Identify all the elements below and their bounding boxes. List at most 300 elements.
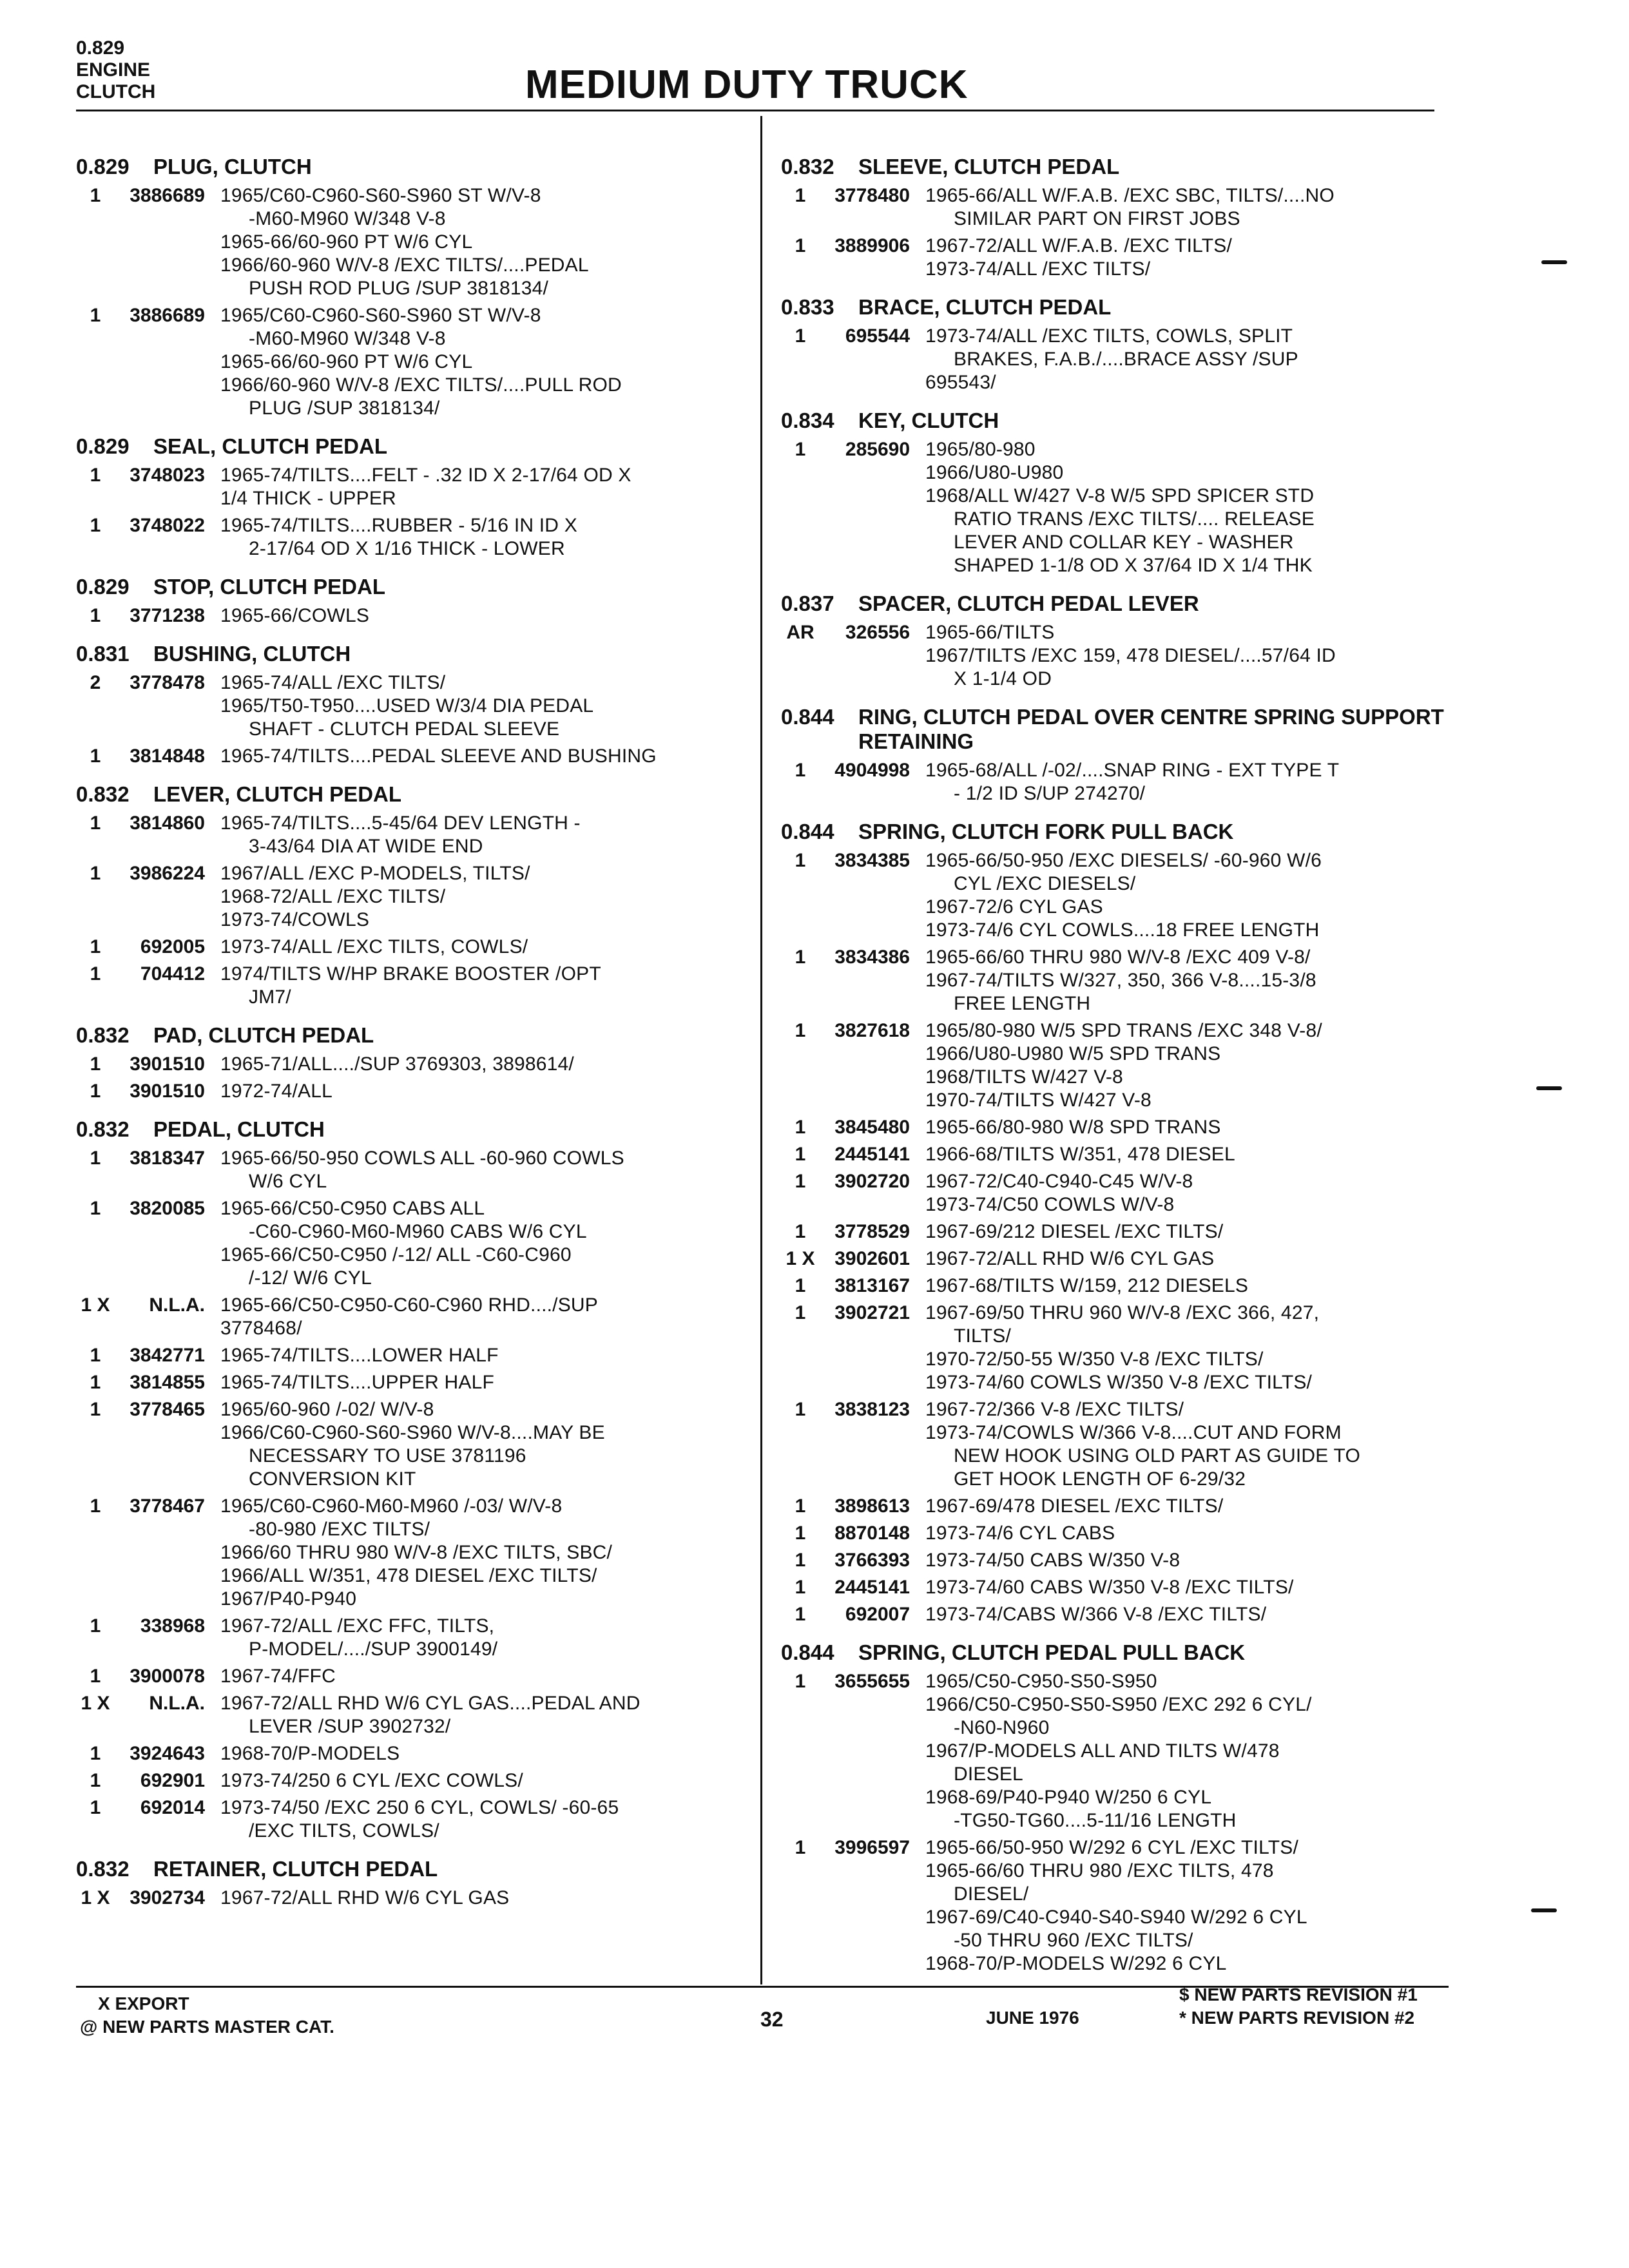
part-entry [781, 184, 1451, 231]
application-description [220, 514, 733, 561]
description-line: 1968/TILTS W/427 V-8 [925, 1066, 1123, 1088]
description-line: 1965-66/60-960 PT W/6 CYL [220, 231, 473, 253]
section-heading [76, 782, 733, 807]
application-description [925, 325, 1451, 394]
application-description [220, 745, 733, 768]
part-number: N.L.A. [149, 1294, 205, 1316]
application-description [220, 1887, 733, 1910]
catalog-section [76, 1117, 733, 1843]
section-number: 0.837 [781, 591, 834, 615]
part-number: 3901510 [130, 1053, 205, 1075]
description-line: 1965/60-960 /-02/ W/V-8 [220, 1399, 434, 1420]
quantity: 1 [795, 1495, 806, 1517]
description-line: 1973-74/COWLS W/366 V-8....CUT AND FORM [925, 1422, 1342, 1443]
quantity: 1 [90, 1743, 101, 1764]
description-line: 1965-74/ALL /EXC TILTS/ [220, 672, 446, 693]
description-line: 1973-74/ALL /EXC TILTS/ [925, 258, 1151, 280]
section-name: BRACE, CLUTCH PEDAL [858, 295, 1112, 319]
page-number: 32 [760, 2008, 784, 2031]
section-number: 0.844 [781, 820, 834, 843]
part-number: 692014 [140, 1797, 205, 1818]
section-heading [781, 1640, 1451, 1665]
application-description [220, 464, 733, 510]
application-description [220, 1692, 733, 1738]
catalog-section [76, 1023, 733, 1103]
description-line: 1967-69/C40-C940-S40-S940 W/292 6 CYL [925, 1907, 1307, 1928]
section-number: 0.831 [76, 642, 130, 666]
description-line: 1965/T50-T950....USED W/3/4 DIA PEDAL [220, 695, 594, 716]
description-line: CONVERSION KIT [249, 1468, 416, 1490]
description-line: -50 THRU 960 /EXC TILTS/ [954, 1930, 1193, 1951]
part-number: 3889906 [834, 235, 910, 256]
description-line: 1965-66/ALL W/F.A.B. /EXC SBC, TILTS/....NO [925, 185, 1335, 206]
part-number: 3814860 [130, 812, 205, 834]
description-line: GET HOOK LENGTH OF 6-29/32 [954, 1468, 1246, 1490]
description-line: 1965/C60-C960-S60-S960 ST W/V-8 [220, 185, 541, 206]
section-heading [781, 408, 1451, 433]
description-line: 1965-66/50-950 /EXC DIESELS/ -60-960 W/6 [925, 850, 1322, 871]
section-number: 0.832 [76, 1857, 130, 1881]
part-number: 3820085 [130, 1198, 205, 1219]
part-number: 3778465 [130, 1399, 205, 1420]
section-heading [781, 591, 1451, 616]
catalog-section [76, 782, 733, 1009]
application-description [925, 1220, 1451, 1244]
application-description [220, 812, 733, 858]
application-description [220, 1053, 733, 1076]
application-description [925, 849, 1451, 942]
quantity: 1 [795, 1144, 806, 1165]
description-line: 1973-74/50 /EXC 250 6 CYL, COWLS/ -60-65 [220, 1797, 619, 1818]
part-number: 3886689 [130, 185, 205, 206]
description-line: 1970-74/TILTS W/427 V-8 [925, 1090, 1152, 1111]
part-entry [781, 1247, 1451, 1271]
section-name: PAD, CLUTCH PEDAL [153, 1023, 374, 1047]
section-number: 0.844 [781, 705, 834, 729]
application-description [220, 862, 733, 932]
part-number: 3834385 [834, 850, 910, 871]
part-entry [76, 1796, 733, 1843]
description-line: 2-17/64 OD X 1/16 THICK - LOWER [249, 538, 565, 559]
description-line: JM7/ [249, 986, 291, 1008]
description-line: 1965-74/TILTS....PEDAL SLEEVE AND BUSHING [220, 745, 657, 767]
part-entry [781, 1398, 1451, 1491]
part-number: 3845480 [834, 1117, 910, 1138]
description-line: 1973-74/C50 COWLS W/V-8 [925, 1194, 1175, 1215]
application-description [925, 1670, 1451, 1832]
section-heading [76, 1117, 733, 1142]
part-entry [781, 1495, 1451, 1518]
description-line: - 1/2 ID S/UP 274270/ [954, 783, 1146, 804]
description-line: -M60-M960 W/348 V-8 [249, 208, 446, 229]
description-line: 1965-66/50-950 W/292 6 CYL /EXC TILTS/ [925, 1837, 1299, 1858]
part-number: 3778478 [130, 672, 205, 693]
description-line: 1967-72/6 CYL GAS [925, 896, 1103, 918]
application-description [925, 235, 1451, 281]
part-number: 3814855 [130, 1372, 205, 1393]
description-line: X 1-1/4 OD [954, 668, 1052, 689]
application-description [925, 184, 1451, 231]
part-entry [781, 1302, 1451, 1394]
application-description [220, 936, 733, 959]
description-line: P-MODEL/..../SUP 3900149/ [249, 1639, 498, 1660]
application-description [925, 1603, 1451, 1626]
description-line: 1965-74/TILTS....RUBBER - 5/16 IN ID X [220, 515, 577, 536]
part-entry [781, 1143, 1451, 1166]
description-line: LEVER AND COLLAR KEY - WASHER [954, 532, 1294, 553]
description-line: 1966/60-960 W/V-8 /EXC TILTS/....PULL ROD [220, 374, 622, 396]
margin-dash-mark [1531, 1908, 1557, 1912]
section-name: SLEEVE, CLUTCH PEDAL [858, 155, 1120, 178]
application-description [220, 1742, 733, 1765]
part-number: N.L.A. [149, 1693, 205, 1714]
section-name: PEDAL, CLUTCH [153, 1117, 325, 1141]
application-description [220, 1294, 733, 1340]
quantity: 1 [795, 850, 806, 871]
description-line: 1967-68/TILTS W/159, 212 DIESELS [925, 1275, 1249, 1296]
part-number: 3748023 [130, 465, 205, 486]
quantity: 1 [795, 1171, 806, 1192]
description-line: 1968-69/P40-P940 W/250 6 CYL [925, 1787, 1212, 1808]
part-entry [76, 1053, 733, 1076]
description-line: 1967-72/ALL RHD W/6 CYL GAS [220, 1887, 510, 1908]
description-line: -M60-M960 W/348 V-8 [249, 328, 446, 349]
description-line: -TG50-TG60....5-11/16 LENGTH [954, 1810, 1237, 1831]
description-line: 1967/P-MODELS ALL AND TILTS W/478 [925, 1740, 1280, 1762]
part-entry [781, 1670, 1451, 1832]
application-description [925, 1019, 1451, 1112]
part-entry [76, 1398, 733, 1491]
application-description [220, 1398, 733, 1491]
legend-export: X EXPORT [98, 1994, 189, 2013]
part-entry [76, 936, 733, 959]
description-line: SIMILAR PART ON FIRST JOBS [954, 208, 1240, 229]
application-description [925, 438, 1451, 577]
description-line: 1965-66/50-950 COWLS ALL -60-960 COWLS [220, 1148, 624, 1169]
application-description [220, 184, 733, 300]
part-entry [781, 438, 1451, 577]
application-description [925, 1302, 1451, 1394]
part-number: 2445141 [834, 1577, 910, 1598]
application-description [925, 1522, 1451, 1545]
description-line: 1965/80-980 [925, 439, 1036, 460]
part-number: 3900078 [130, 1666, 205, 1687]
part-number: 695544 [845, 325, 910, 347]
description-line: 3778468/ [220, 1318, 302, 1339]
section-heading [76, 1023, 733, 1048]
part-number: 338968 [140, 1615, 205, 1637]
section-name: RING, CLUTCH PEDAL OVER CENTRE SPRING SUPPORT RETAINING [858, 705, 1444, 753]
quantity: 1 X [786, 1248, 815, 1269]
quantity: 1 [795, 947, 806, 968]
application-description [925, 1247, 1451, 1271]
part-entry [76, 1197, 733, 1290]
part-number: 3886689 [130, 305, 205, 326]
application-description [925, 1836, 1451, 1975]
part-entry [76, 604, 733, 628]
application-description [220, 604, 733, 628]
catalog-section [781, 820, 1451, 1626]
section-heading [76, 155, 733, 179]
quantity: 1 [90, 863, 101, 884]
description-line: 1967-74/TILTS W/327, 350, 366 V-8....15-3/8 [925, 970, 1316, 991]
description-line: DIESEL [954, 1763, 1023, 1785]
quantity: 1 [90, 963, 101, 985]
part-entry [781, 849, 1451, 942]
section-name: SPRING, CLUTCH PEDAL PULL BACK [858, 1640, 1246, 1664]
part-number: 3818347 [130, 1148, 205, 1169]
quantity: 1 [795, 1302, 806, 1323]
description-line: 1965/80-980 W/5 SPD TRANS /EXC 348 V-8/ [925, 1020, 1322, 1041]
description-line: DIESEL/ [954, 1883, 1029, 1905]
catalog-section [76, 575, 733, 628]
application-description [220, 304, 733, 420]
application-description [220, 1080, 733, 1103]
quantity: 1 [90, 1399, 101, 1420]
part-entry [781, 1220, 1451, 1244]
part-entry [781, 1019, 1451, 1112]
catalog-section [76, 642, 733, 768]
page-title: MEDIUM DUTY TRUCK [525, 62, 969, 107]
description-line: 1973-74/60 CABS W/350 V-8 /EXC TILTS/ [925, 1577, 1294, 1598]
description-line: SHAPED 1-1/8 OD X 37/64 ID X 1/4 THK [954, 555, 1313, 576]
quantity: AR [786, 622, 815, 643]
part-number: 2445141 [834, 1144, 910, 1165]
quantity: 1 [795, 1275, 806, 1296]
part-number: 3778467 [130, 1495, 205, 1517]
application-description [220, 1197, 733, 1290]
description-line: W/6 CYL [249, 1171, 327, 1192]
description-line: 1973-74/COWLS [220, 909, 370, 930]
application-description [925, 1170, 1451, 1216]
quantity: 1 [795, 1577, 806, 1598]
description-line: 1965-71/ALL..../SUP 3769303, 3898614/ [220, 1053, 574, 1075]
application-description [925, 1576, 1451, 1599]
section-heading [781, 155, 1451, 179]
description-line: -80-980 /EXC TILTS/ [249, 1519, 430, 1540]
quantity: 1 [90, 812, 101, 834]
part-number: 3778480 [834, 185, 910, 206]
section-heading [76, 434, 733, 459]
part-number: 3901510 [130, 1081, 205, 1102]
description-line: 1967/P40-P940 [220, 1588, 357, 1610]
quantity: 1 [795, 325, 806, 347]
part-entry [781, 1170, 1451, 1216]
description-line: LEVER /SUP 3902732/ [249, 1716, 451, 1737]
description-line: 1968-70/P-MODELS W/292 6 CYL [925, 1953, 1227, 1974]
quantity: 1 [795, 1550, 806, 1571]
description-line: 1967-69/50 THRU 960 W/V-8 /EXC 366, 427, [925, 1302, 1320, 1323]
part-number: 3838123 [834, 1399, 910, 1420]
quantity: 1 [90, 1345, 101, 1366]
description-line: /-12/ W/6 CYL [249, 1267, 372, 1289]
quantity: 1 [90, 1081, 101, 1102]
application-description [220, 1147, 733, 1193]
description-line: 1966/U80-U980 [925, 462, 1064, 483]
margin-dash-mark [1536, 1086, 1562, 1090]
quantity: 1 [90, 936, 101, 957]
part-entry [781, 235, 1451, 281]
quantity: 1 [90, 745, 101, 767]
application-description [925, 759, 1451, 805]
application-description [925, 1495, 1451, 1518]
section-name: RETAINER, CLUTCH PEDAL [153, 1857, 438, 1881]
part-entry [781, 1836, 1451, 1975]
description-line: 1973-74/50 CABS W/350 V-8 [925, 1550, 1181, 1571]
application-description [220, 963, 733, 1009]
section-number: 0.834 [781, 408, 834, 432]
part-entry [781, 759, 1451, 805]
quantity: 1 X [81, 1693, 110, 1714]
application-description [925, 1549, 1451, 1572]
description-line: 1967-74/FFC [220, 1666, 336, 1687]
quantity: 1 [795, 1671, 806, 1692]
section-number: 0.833 [781, 295, 834, 319]
part-number: 3898613 [834, 1495, 910, 1517]
description-line: SHAFT - CLUTCH PEDAL SLEEVE [249, 718, 560, 740]
section-name: SPRING, CLUTCH FORK PULL BACK [858, 820, 1234, 843]
section-heading [76, 642, 733, 666]
quantity: 1 [795, 1221, 806, 1242]
part-number: 3655655 [834, 1671, 910, 1692]
quantity: 1 [90, 185, 101, 206]
description-line: NEW HOOK USING OLD PART AS GUIDE TO [954, 1445, 1361, 1466]
application-description [925, 1274, 1451, 1298]
quantity: 1 [90, 515, 101, 536]
description-line: 1973-74/CABS W/366 V-8 /EXC TILTS/ [925, 1604, 1267, 1625]
catalog-section [781, 155, 1451, 281]
part-number: 3813167 [834, 1275, 910, 1296]
part-number: 3902720 [834, 1171, 910, 1192]
part-number: 3986224 [130, 863, 205, 884]
part-entry [76, 1147, 733, 1193]
part-entry [781, 1274, 1451, 1298]
part-number: 3996597 [834, 1837, 910, 1858]
quantity: 1 [90, 1198, 101, 1219]
section-heading [76, 575, 733, 599]
right-column [781, 155, 1451, 1979]
quantity: 1 [90, 305, 101, 326]
section-name: BUSHING, CLUTCH [153, 642, 351, 666]
part-number: 3924643 [130, 1743, 205, 1764]
description-line: 1965/C60-C960-M60-M960 /-03/ W/V-8 [220, 1495, 563, 1517]
quantity: 1 X [81, 1294, 110, 1316]
description-line: PLUG /SUP 3818134/ [249, 398, 440, 419]
part-entry [781, 621, 1451, 691]
description-line: 1967-72/ALL RHD W/6 CYL GAS [925, 1248, 1215, 1269]
quantity: 1 [795, 1399, 806, 1420]
description-line: 1966/C60-C960-S60-S960 W/V-8....MAY BE [220, 1422, 605, 1443]
application-description [925, 1116, 1451, 1139]
description-line: 1973-74/ALL /EXC TILTS, COWLS/ [220, 936, 528, 957]
application-description [220, 1665, 733, 1688]
description-line: 1966/60-960 W/V-8 /EXC TILTS/....PEDAL [220, 255, 589, 276]
description-line: 1967-72/ALL W/F.A.B. /EXC TILTS/ [925, 235, 1233, 256]
description-line: 3-43/64 DIA AT WIDE END [249, 836, 483, 857]
quantity: 2 [90, 672, 101, 693]
application-description [220, 1344, 733, 1367]
part-number: 4904998 [834, 760, 910, 781]
part-entry [76, 1495, 733, 1611]
section-code-subgroup: CLUTCH [76, 81, 156, 102]
part-entry [781, 1576, 1451, 1599]
part-entry [76, 671, 733, 741]
part-number: 3834386 [834, 947, 910, 968]
legend-master-catalog: @ NEW PARTS MASTER CAT. [80, 2017, 334, 2037]
catalog-section [781, 408, 1451, 577]
quantity: 1 X [81, 1887, 110, 1908]
description-line: PUSH ROD PLUG /SUP 3818134/ [249, 278, 549, 299]
description-line: 1/4 THICK - UPPER [220, 488, 396, 509]
description-line: 1965-66/C50-C950-C60-C960 RHD..../SUP [220, 1294, 598, 1316]
description-line: FREE LENGTH [954, 993, 1091, 1014]
part-entry [76, 514, 733, 561]
application-description [925, 1398, 1451, 1491]
part-entry [76, 1615, 733, 1661]
part-entry [781, 325, 1451, 394]
quantity: 1 [795, 439, 806, 460]
section-name: SPACER, CLUTCH PEDAL LEVER [858, 591, 1199, 615]
description-line: 1965-66/TILTS [925, 622, 1055, 643]
description-line: 1972-74/ALL [220, 1081, 333, 1102]
quantity: 1 [90, 1495, 101, 1517]
description-line: /EXC TILTS, COWLS/ [249, 1820, 439, 1841]
part-number: 3748022 [130, 515, 205, 536]
description-line: 1967/TILTS /EXC 159, 478 DIESEL/....57/64 ID [925, 645, 1336, 666]
part-entry [76, 862, 733, 932]
quantity: 1 [795, 235, 806, 256]
quantity: 1 [90, 465, 101, 486]
part-number: 3771238 [130, 605, 205, 626]
section-number: 0.832 [76, 1117, 130, 1141]
catalog-section [781, 705, 1451, 805]
part-number: 8870148 [834, 1523, 910, 1544]
part-entry [781, 1603, 1451, 1626]
section-heading [76, 1857, 733, 1881]
section-heading [781, 295, 1451, 320]
section-number: 0.832 [76, 1023, 130, 1047]
catalog-section [781, 1640, 1451, 1975]
quantity: 1 [90, 1770, 101, 1791]
description-line: 1967-72/C40-C940-C45 W/V-8 [925, 1171, 1193, 1192]
description-line: 1966-68/TILTS W/351, 478 DIESEL [925, 1144, 1235, 1165]
description-line: 1966/ALL W/351, 478 DIESEL /EXC TILTS/ [220, 1565, 597, 1586]
quantity: 1 [795, 1117, 806, 1138]
part-entry [781, 1549, 1451, 1572]
description-line: 1973-74/6 CYL CABS [925, 1523, 1115, 1544]
section-name: SEAL, CLUTCH PEDAL [153, 434, 387, 458]
section-number: 0.832 [76, 782, 130, 806]
part-number: 692007 [845, 1604, 910, 1625]
description-line: 1974/TILTS W/HP BRAKE BOOSTER /OPT [220, 963, 601, 985]
part-number: 704412 [140, 963, 205, 985]
description-line: -N60-N960 [954, 1717, 1050, 1738]
quantity: 1 [795, 760, 806, 781]
part-number: 3766393 [834, 1550, 910, 1571]
description-line: 1965-66/C50-C950 /-12/ ALL -C60-C960 [220, 1244, 572, 1265]
quantity: 1 [795, 1837, 806, 1858]
description-line: 1970-72/50-55 W/350 V-8 /EXC TILTS/ [925, 1349, 1264, 1370]
description-line: 1967-72/ALL RHD W/6 CYL GAS....PEDAL AND [220, 1693, 641, 1714]
part-entry [76, 812, 733, 858]
description-line: 1965-74/TILTS....FELT - .32 ID X 2-17/64 OD X [220, 465, 631, 486]
section-number: 0.844 [781, 1640, 834, 1664]
section-number: 0.829 [76, 575, 130, 599]
part-entry [76, 464, 733, 510]
publication-date: JUNE 1976 [986, 2008, 1079, 2028]
description-line: 1967-72/366 V-8 /EXC TILTS/ [925, 1399, 1184, 1420]
description-line: 1967/ALL /EXC P-MODELS, TILTS/ [220, 863, 530, 884]
